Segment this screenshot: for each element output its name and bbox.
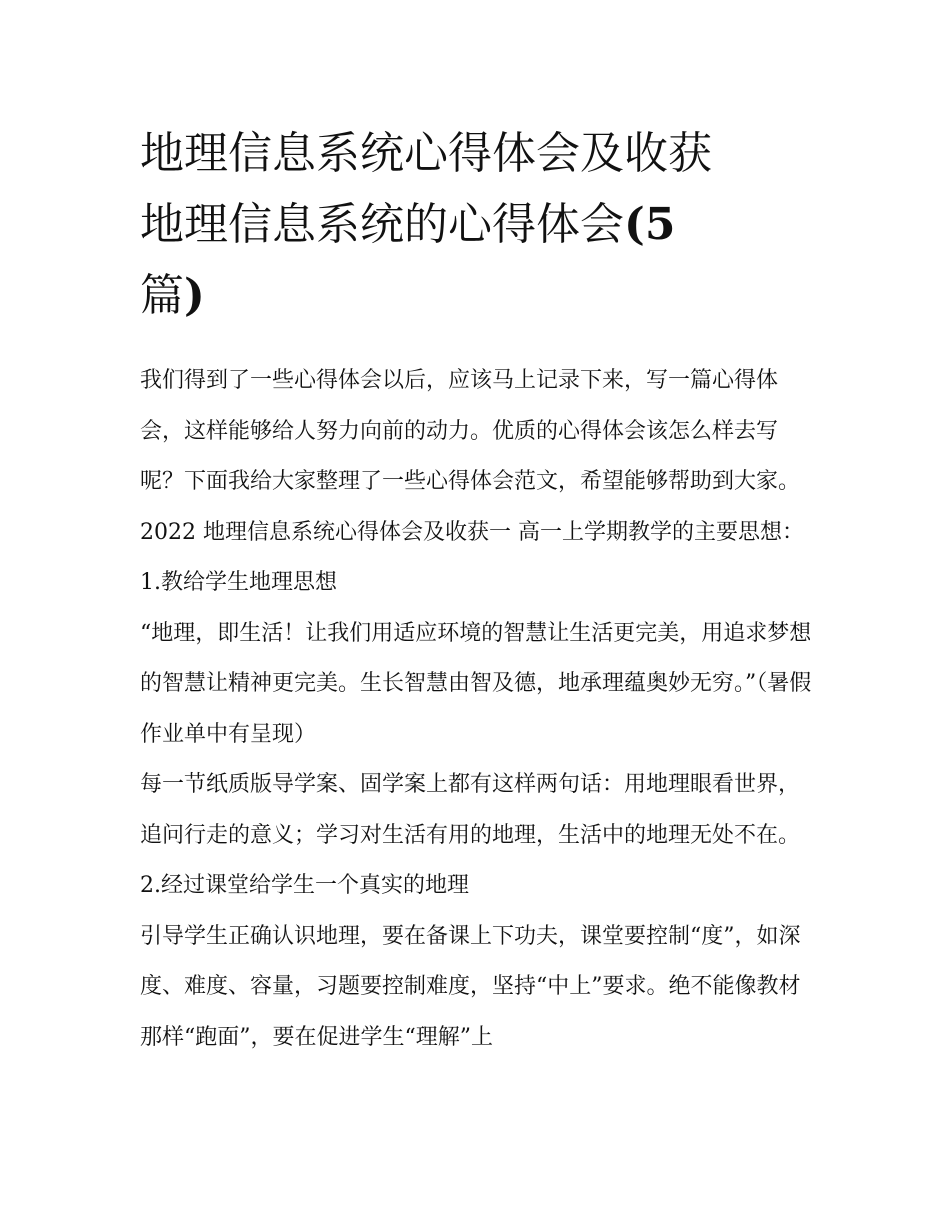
title-line-3-paren: ) [184,270,205,321]
paragraph-guidance: 引导学生正确认识地理，要在备课上下功夫，课堂要控制“度”，如深度、难度、容量，习题要控制难度，坚持“中上”要求。绝不能像教材那样“跑面”，要在促进学生“理解”上 [140,923,801,1050]
paragraph-worksheet: 每一节纸质版导学案、固学案上都有这样两句话：用地理眼看世界，追问行走的意义；学习对生活有用的地理，生活中的地理无处不在。 2.经过课堂给学生一个真实的地理 [140,772,801,898]
title-line-1: 地理信息系统心得体会及收获 [140,128,712,179]
title-line-2: 地理信息系统的心得体会 [140,199,624,250]
paragraph-intro: 我们得到了一些心得体会以后，应该马上记录下来，写一篇心得体会，这样能够给人努力向前的动力。优质的心得体会该怎么样去写呢？下面我给大家整理了一些心得体会范文，希望能够帮助到大家。 [140,368,801,494]
title-line-3: 篇 [140,270,184,321]
paragraph-section-one: 2022 地理信息系统心得体会及收获一 高一上学期教学的主要思想： 1.教给学生地理思想 [140,519,804,595]
document-body [140,356,820,1063]
paragraph-quote: “地理，即生活！让我们用适应环境的智慧让生活更完美，用追求梦想的智慧让精神更完美。生长智慧由智及德，地承理蕴奥妙无穷。”（暑假作业单中有呈现） [140,620,812,747]
document-title [140,118,830,331]
title-line-2-paren: (5 [624,199,676,250]
